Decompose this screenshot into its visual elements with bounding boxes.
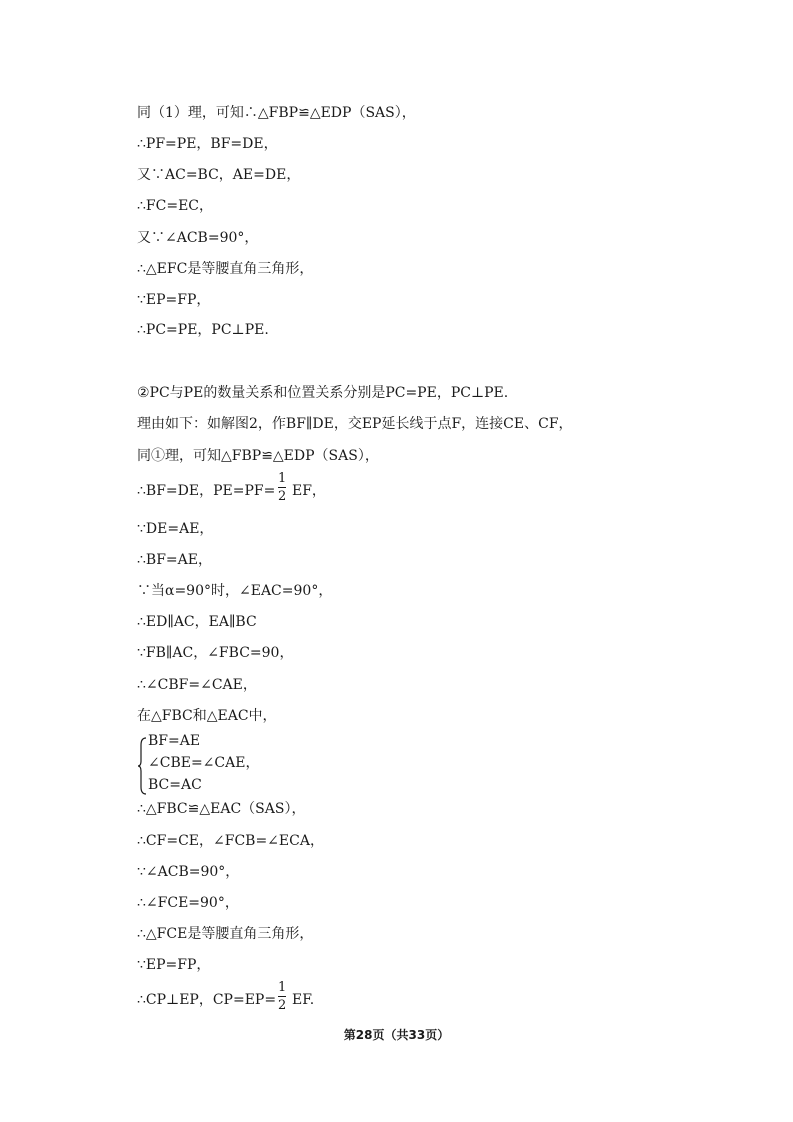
text-line: ∴△EFC是等腰直角三角形，	[137, 261, 314, 277]
fraction-one-half	[278, 472, 286, 503]
fraction-numerator: 1	[278, 980, 287, 995]
text-line: ∴∠CBF=∠CAE，	[137, 677, 257, 693]
text-line: ∵FB∥AC，∠FBC=90，	[137, 645, 294, 661]
text-line: ∵DE=AE，	[137, 521, 214, 537]
text-line: ∵当α=90°时，∠EAC=90°，	[137, 583, 333, 599]
system-row: ∠CBE=∠CAE，	[148, 755, 260, 771]
text-line: 同（1）理，可知∴△FBP≌△EDP（SAS），	[137, 105, 416, 121]
text-line: ∴PC=PE，PC⊥PE.	[137, 322, 269, 338]
text-line: 同①理，可知△FBP≌△EDP（SAS），	[137, 448, 379, 464]
text-line: 又∵∠ACB=90°，	[137, 230, 259, 246]
text-line: EF.	[292, 992, 315, 1008]
system-row: BC=AC	[148, 777, 202, 793]
text-line: 理由如下：如解图2，作BF∥DE，交EP延长线于点F，连接CE、CF，	[137, 416, 573, 432]
fraction-numerator: 1	[278, 471, 287, 486]
text-line: ②PC与PE的数量关系和位置关系分别是PC=PE，PC⊥PE.	[137, 385, 509, 401]
text-line: ∴FC=EC，	[137, 198, 213, 214]
fraction-bar	[278, 996, 286, 997]
fraction-denominator: 2	[278, 998, 287, 1013]
fraction-denominator: 2	[278, 489, 287, 504]
text-line: ∴△FBC≌△EAC（SAS），	[137, 801, 306, 817]
fraction-one-half	[278, 981, 286, 1012]
left-brace-icon	[137, 737, 147, 795]
text-line: ∴CP⊥EP，CP=EP=	[137, 992, 277, 1008]
text-line: ∵EP=FP，	[137, 957, 211, 973]
text-line: ∴△FCE是等腰直角三角形，	[137, 926, 314, 942]
text-line: ∴CF=CE，∠FCB=∠ECA，	[137, 833, 324, 849]
page-footer: 第28页（共33页）	[343, 1028, 450, 1042]
text-line: ∴BF=AE，	[137, 552, 212, 568]
fraction-bar	[278, 487, 286, 488]
text-line: ∵∠ACB=90°，	[137, 864, 240, 880]
text-line: ∴BF=DE，PE=PF=	[137, 483, 276, 499]
text-line: 又∵AC=BC，AE=DE，	[137, 167, 301, 183]
text-line: EF，	[292, 483, 326, 499]
system-row: BF=AE	[148, 733, 201, 749]
text-line: 在△FBC和△EAC中，	[137, 708, 277, 724]
text-line: ∴∠FCE=90°，	[137, 895, 239, 911]
text-line: ∴ED∥AC，EA∥BC	[137, 614, 257, 630]
text-line: ∵EP=FP，	[137, 292, 211, 308]
text-line: ∴PF=PE，BF=DE，	[137, 136, 278, 152]
